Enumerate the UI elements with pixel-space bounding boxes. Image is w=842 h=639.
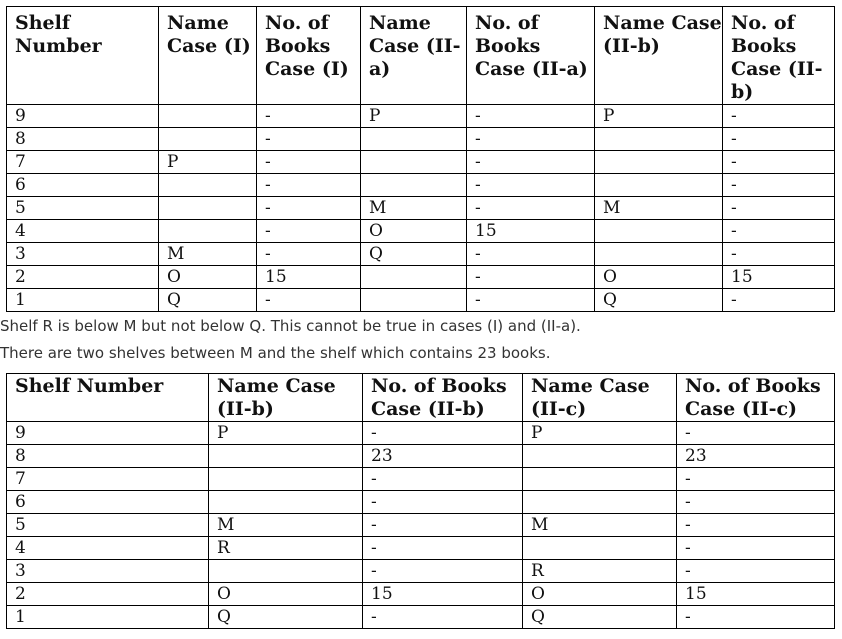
table-cell: 23: [677, 445, 835, 468]
shelf-number-cell: 1: [7, 606, 209, 629]
table-cell: [361, 128, 467, 151]
table-cell: -: [363, 606, 523, 629]
header-books-case-iia: No. of Books Case (II-a): [467, 7, 595, 105]
table-cell: 15: [677, 583, 835, 606]
shelf-number-cell: 2: [7, 266, 159, 289]
table-cell: -: [467, 105, 595, 128]
table-cell: 15: [363, 583, 523, 606]
table-cell: O: [361, 220, 467, 243]
table-cell: [523, 468, 677, 491]
shelf-number-cell: 6: [7, 491, 209, 514]
table-cell: M: [159, 243, 257, 266]
table-cell: -: [723, 197, 835, 220]
table-row: [7, 445, 835, 468]
table-cell: -: [723, 151, 835, 174]
header-books-case-iib: No. of Books Case (II-b): [363, 374, 523, 422]
table-cell: -: [723, 289, 835, 312]
table-cell: 15: [257, 266, 361, 289]
table-row: [7, 197, 835, 220]
shelf-number-cell: 9: [7, 105, 159, 128]
table-cell: Q: [361, 243, 467, 266]
table-row: [7, 583, 835, 606]
table-cell: -: [723, 220, 835, 243]
table-cell: [361, 289, 467, 312]
table-header-row: [7, 374, 835, 422]
arrangement-table-2: [6, 373, 835, 629]
table-cell: [159, 105, 257, 128]
table-cell: R: [209, 537, 363, 560]
table-cell: [523, 445, 677, 468]
table-cell: O: [209, 583, 363, 606]
header-books-case-i: No. of Books Case (I): [257, 7, 361, 105]
table-cell: [209, 560, 363, 583]
table-cell: -: [677, 468, 835, 491]
table-row: [7, 560, 835, 583]
table-row: [7, 128, 835, 151]
table-cell: -: [257, 174, 361, 197]
arrangement-table-1: [6, 6, 835, 312]
table-cell: -: [723, 243, 835, 266]
table-cell: [159, 197, 257, 220]
table-cell: -: [723, 105, 835, 128]
table-cell: -: [467, 128, 595, 151]
shelf-number-cell: 5: [7, 514, 209, 537]
table-cell: [595, 128, 723, 151]
table-cell: Q: [523, 606, 677, 629]
header-name-case-iib: Name Case (II-b): [595, 7, 723, 105]
shelf-number-cell: 3: [7, 243, 159, 266]
table-cell: -: [363, 514, 523, 537]
table-cell: -: [677, 606, 835, 629]
table-cell: -: [677, 422, 835, 445]
shelf-number-cell: 3: [7, 560, 209, 583]
table-row: [7, 491, 835, 514]
table-row: [7, 266, 835, 289]
table-cell: [361, 266, 467, 289]
table-cell: [159, 174, 257, 197]
table-cell: -: [467, 151, 595, 174]
table-row: [7, 174, 835, 197]
table-row: [7, 422, 835, 445]
table-cell: P: [361, 105, 467, 128]
header-name-case-i: Name Case (I): [159, 7, 257, 105]
table-cell: P: [595, 105, 723, 128]
table-cell: O: [159, 266, 257, 289]
table-cell: [361, 174, 467, 197]
table-cell: [209, 491, 363, 514]
shelf-number-cell: 5: [7, 197, 159, 220]
header-name-case-iic: Name Case (II-c): [523, 374, 677, 422]
header-shelf-number: Shelf Number: [7, 374, 209, 422]
table-cell: Q: [159, 289, 257, 312]
table-cell: [209, 468, 363, 491]
table-cell: [159, 220, 257, 243]
table-row: [7, 151, 835, 174]
table-cell: [595, 220, 723, 243]
table-cell: O: [523, 583, 677, 606]
shelf-number-cell: 4: [7, 220, 159, 243]
table-cell: -: [467, 243, 595, 266]
table-cell: -: [467, 289, 595, 312]
table-cell: M: [209, 514, 363, 537]
table-cell: [159, 128, 257, 151]
shelf-number-cell: 6: [7, 174, 159, 197]
table-cell: M: [361, 197, 467, 220]
table-row: [7, 289, 835, 312]
table-cell: 15: [723, 266, 835, 289]
table-1-body: [7, 105, 835, 312]
table-cell: Q: [595, 289, 723, 312]
table-cell: -: [363, 468, 523, 491]
table-cell: Q: [209, 606, 363, 629]
table-cell: -: [467, 266, 595, 289]
table-cell: -: [257, 220, 361, 243]
table-cell: -: [677, 560, 835, 583]
table-cell: [361, 151, 467, 174]
table-cell: -: [467, 174, 595, 197]
table-row: [7, 105, 835, 128]
table-cell: -: [363, 491, 523, 514]
table-cell: P: [159, 151, 257, 174]
table-cell: P: [209, 422, 363, 445]
table-row: [7, 243, 835, 266]
table-cell: -: [677, 537, 835, 560]
table-cell: -: [363, 560, 523, 583]
note-two-shelves: There are two shelves between M and the shelf which contains 23 books.: [0, 344, 551, 362]
table-cell: -: [467, 197, 595, 220]
shelf-number-cell: 8: [7, 128, 159, 151]
table-row: [7, 537, 835, 560]
shelf-number-cell: 8: [7, 445, 209, 468]
shelf-number-cell: 4: [7, 537, 209, 560]
header-books-case-iib: No. of Books Case (II-b): [723, 7, 835, 105]
header-name-case-iib: Name Case (II-b): [209, 374, 363, 422]
table-cell: -: [723, 174, 835, 197]
table-row: [7, 220, 835, 243]
table-cell: -: [257, 289, 361, 312]
table-cell: [595, 174, 723, 197]
header-name-case-iia: Name Case (II-a): [361, 7, 467, 105]
table-header-row: [7, 7, 835, 105]
table-cell: -: [257, 128, 361, 151]
table-cell: -: [677, 514, 835, 537]
table-cell: -: [257, 197, 361, 220]
note-shelf-r: Shelf R is below M but not below Q. This cannot be true in cases (I) and (II-a).: [0, 317, 581, 335]
table-cell: [209, 445, 363, 468]
table-cell: -: [677, 491, 835, 514]
shelf-number-cell: 7: [7, 151, 159, 174]
shelf-number-cell: 2: [7, 583, 209, 606]
table-row: [7, 468, 835, 491]
table-cell: R: [523, 560, 677, 583]
table-cell: [523, 537, 677, 560]
shelf-number-cell: 1: [7, 289, 159, 312]
table-cell: O: [595, 266, 723, 289]
table-row: [7, 606, 835, 629]
table-cell: -: [363, 537, 523, 560]
table-cell: 23: [363, 445, 523, 468]
table-cell: -: [257, 151, 361, 174]
table-row: [7, 514, 835, 537]
table-cell: -: [257, 105, 361, 128]
table-cell: [523, 491, 677, 514]
table-cell: P: [523, 422, 677, 445]
table-cell: -: [257, 243, 361, 266]
table-cell: [595, 243, 723, 266]
table-cell: M: [523, 514, 677, 537]
table-cell: 15: [467, 220, 595, 243]
table-cell: M: [595, 197, 723, 220]
shelf-number-cell: 7: [7, 468, 209, 491]
table-cell: -: [363, 422, 523, 445]
table-cell: [595, 151, 723, 174]
table-2-body: [7, 422, 835, 629]
header-shelf-number: Shelf Number: [7, 7, 159, 105]
table-cell: -: [723, 128, 835, 151]
shelf-number-cell: 9: [7, 422, 209, 445]
header-books-case-iic: No. of Books Case (II-c): [677, 374, 835, 422]
